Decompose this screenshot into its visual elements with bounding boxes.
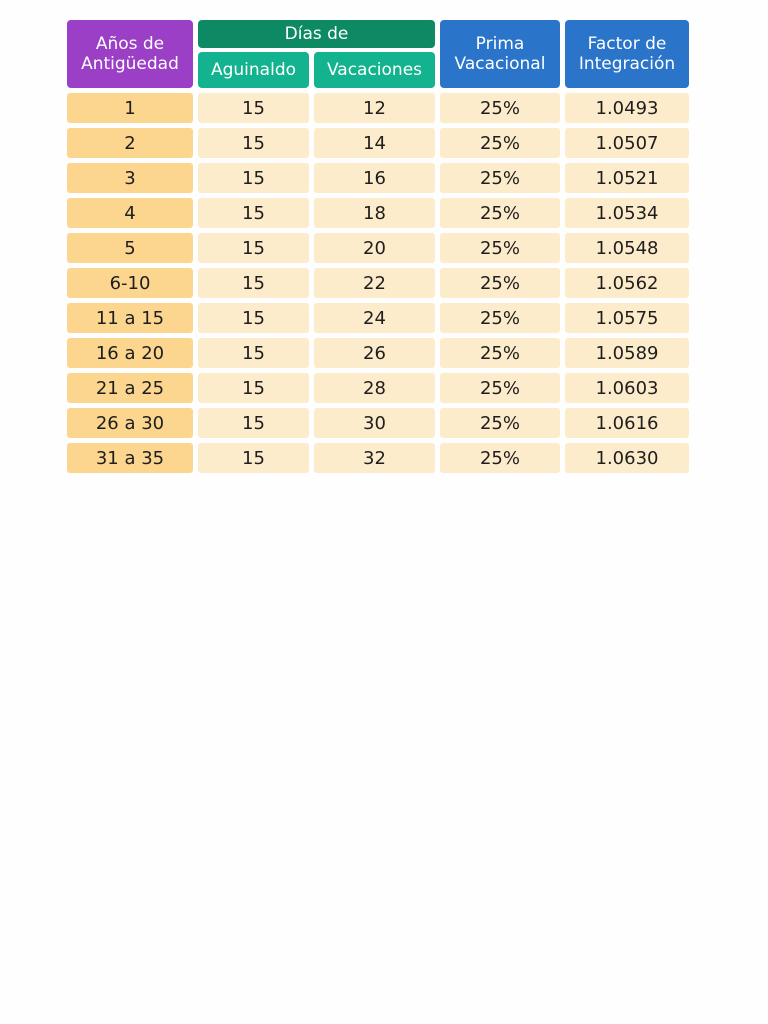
cell-years: 21 a 25 bbox=[67, 373, 193, 403]
cell-vacation-premium: 25% bbox=[440, 163, 560, 193]
cell-vacation-premium: 25% bbox=[440, 338, 560, 368]
table-header bbox=[67, 20, 689, 88]
header-years-of-service: Años de Antigüedad bbox=[67, 20, 193, 88]
integration-factor-table bbox=[67, 20, 689, 478]
cell-vacation-premium: 25% bbox=[440, 303, 560, 333]
table-row bbox=[67, 128, 689, 158]
table-row bbox=[67, 268, 689, 298]
header-integration-factor: Factor de Integración bbox=[565, 20, 689, 88]
cell-integration-factor: 1.0603 bbox=[565, 373, 689, 403]
cell-aguinaldo: 15 bbox=[198, 408, 309, 438]
table-row bbox=[67, 93, 689, 123]
cell-vacation-premium: 25% bbox=[440, 373, 560, 403]
cell-vacation-premium: 25% bbox=[440, 233, 560, 263]
cell-aguinaldo: 15 bbox=[198, 373, 309, 403]
cell-vacaciones: 30 bbox=[314, 408, 435, 438]
cell-vacaciones: 22 bbox=[314, 268, 435, 298]
cell-vacaciones: 28 bbox=[314, 373, 435, 403]
cell-years: 11 a 15 bbox=[67, 303, 193, 333]
cell-vacaciones: 12 bbox=[314, 93, 435, 123]
cell-years: 26 a 30 bbox=[67, 408, 193, 438]
cell-integration-factor: 1.0589 bbox=[565, 338, 689, 368]
header-days-group: Días de bbox=[198, 20, 435, 48]
cell-integration-factor: 1.0630 bbox=[565, 443, 689, 473]
cell-aguinaldo: 15 bbox=[198, 303, 309, 333]
table-row bbox=[67, 408, 689, 438]
cell-vacation-premium: 25% bbox=[440, 408, 560, 438]
table-body bbox=[67, 93, 689, 473]
table-row bbox=[67, 303, 689, 333]
cell-vacation-premium: 25% bbox=[440, 268, 560, 298]
cell-vacaciones: 18 bbox=[314, 198, 435, 228]
cell-vacaciones: 14 bbox=[314, 128, 435, 158]
cell-years: 3 bbox=[67, 163, 193, 193]
cell-aguinaldo: 15 bbox=[198, 128, 309, 158]
cell-aguinaldo: 15 bbox=[198, 163, 309, 193]
cell-integration-factor: 1.0507 bbox=[565, 128, 689, 158]
cell-years: 4 bbox=[67, 198, 193, 228]
cell-aguinaldo: 15 bbox=[198, 233, 309, 263]
table-row bbox=[67, 373, 689, 403]
cell-years: 5 bbox=[67, 233, 193, 263]
cell-years: 1 bbox=[67, 93, 193, 123]
cell-years: 16 a 20 bbox=[67, 338, 193, 368]
header-aguinaldo: Aguinaldo bbox=[198, 52, 309, 88]
cell-aguinaldo: 15 bbox=[198, 268, 309, 298]
cell-vacaciones: 32 bbox=[314, 443, 435, 473]
cell-aguinaldo: 15 bbox=[198, 338, 309, 368]
cell-integration-factor: 1.0616 bbox=[565, 408, 689, 438]
cell-years: 31 a 35 bbox=[67, 443, 193, 473]
cell-vacaciones: 16 bbox=[314, 163, 435, 193]
cell-integration-factor: 1.0548 bbox=[565, 233, 689, 263]
table-row bbox=[67, 233, 689, 263]
cell-vacation-premium: 25% bbox=[440, 443, 560, 473]
cell-aguinaldo: 15 bbox=[198, 93, 309, 123]
cell-integration-factor: 1.0562 bbox=[565, 268, 689, 298]
cell-vacaciones: 24 bbox=[314, 303, 435, 333]
cell-vacation-premium: 25% bbox=[440, 198, 560, 228]
header-vacation-premium: Prima Vacacional bbox=[440, 20, 560, 88]
cell-vacaciones: 20 bbox=[314, 233, 435, 263]
table-row bbox=[67, 163, 689, 193]
cell-integration-factor: 1.0521 bbox=[565, 163, 689, 193]
cell-vacation-premium: 25% bbox=[440, 93, 560, 123]
header-vacaciones: Vacaciones bbox=[314, 52, 435, 88]
cell-aguinaldo: 15 bbox=[198, 198, 309, 228]
cell-aguinaldo: 15 bbox=[198, 443, 309, 473]
cell-vacation-premium: 25% bbox=[440, 128, 560, 158]
cell-integration-factor: 1.0534 bbox=[565, 198, 689, 228]
table-row bbox=[67, 443, 689, 473]
cell-vacaciones: 26 bbox=[314, 338, 435, 368]
cell-years: 6-10 bbox=[67, 268, 193, 298]
cell-integration-factor: 1.0493 bbox=[565, 93, 689, 123]
table-row bbox=[67, 338, 689, 368]
table-row bbox=[67, 198, 689, 228]
cell-integration-factor: 1.0575 bbox=[565, 303, 689, 333]
cell-years: 2 bbox=[67, 128, 193, 158]
